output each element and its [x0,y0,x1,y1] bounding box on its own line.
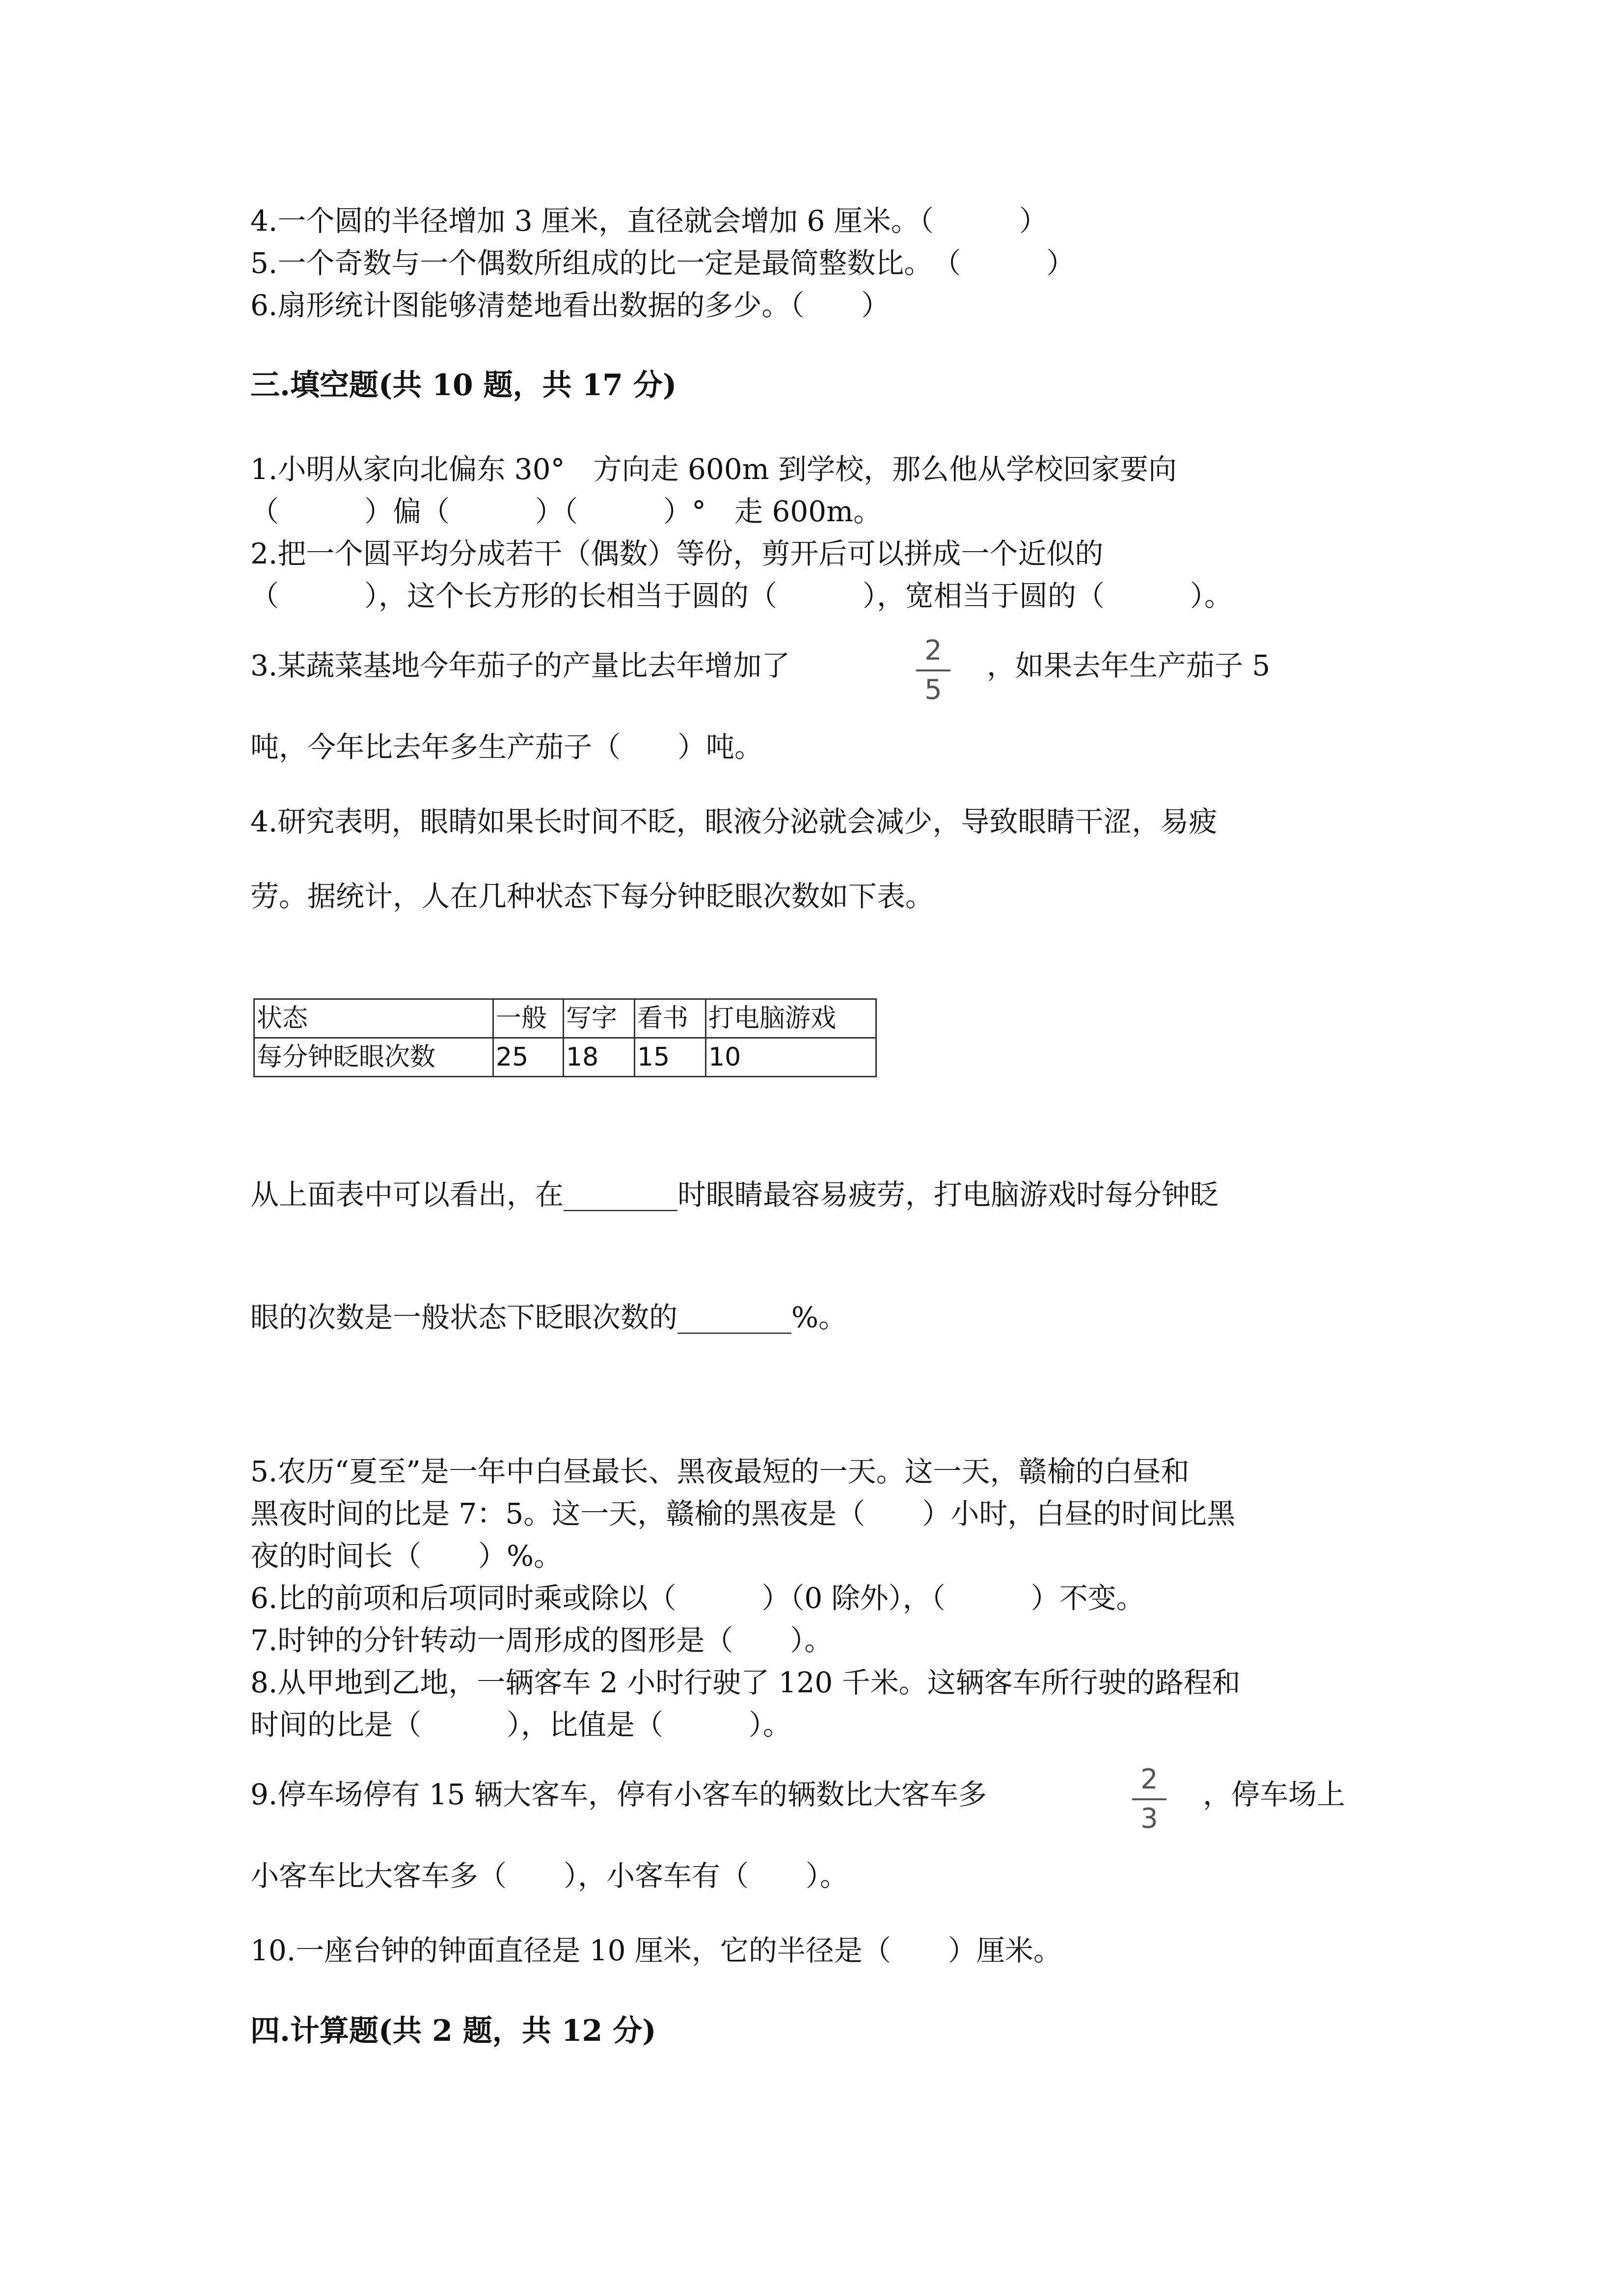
q3-line1-before: 3.某蔬菜基地今年茄子的产量比去年增加了 [250,649,790,682]
judge-item-5: 5.一个奇数与一个偶数所组成的比一定是最简整数比。 （ ） [250,246,1075,280]
q3-fraction [916,636,950,705]
section-3-title: 三.填空题(共 10 题，共 17 分) [250,368,677,402]
q3-line1-after: ，如果去年生产茄子 5 [987,649,1271,682]
q9-line1-before: 9.停车场停有 15 辆大客车，停有小客车的辆数比大客车多 [250,1778,987,1811]
table-cell: 每分钟眨眼次数 [254,1038,493,1077]
table-cell: 状态 [254,999,493,1038]
q7: 7.时钟的分针转动一周形成的图形是（ ）。 [250,1624,833,1657]
blink-count-table [253,998,877,1077]
q5-line3: 夜的时间长（ ）%。 [250,1539,563,1573]
table-cell: 10 [706,1038,876,1077]
q3-fraction-denominator: 5 [924,674,942,706]
judge-item-4: 4.一个圆的半径增加 3 厘米，直径就会增加 6 厘米。（ ） [250,204,1048,238]
judge-item-6: 6.扇形统计图能够清楚地看出数据的多少。（ ） [250,289,890,322]
q1-line2: （ ）偏（ ）（ ）° 走 600m。 [250,495,882,528]
answer-blank: ________ [677,1301,792,1334]
table-cell: 写字 [564,999,635,1038]
q4-line1: 4.研究表明，眼睛如果长时间不眨，眼液分泌就会减少，导致眼睛干涩，易疲 [250,805,1218,838]
q9-line1-after: ，停车场上 [1203,1778,1346,1811]
q4-line4 [250,1299,847,1336]
table-cell: 看书 [635,999,706,1038]
q9-line2: 小客车比大客车多（ ），小客车有（ ）。 [250,1859,849,1893]
q3-line2: 吨，今年比去年多生产茄子（ ）吨。 [250,730,763,764]
fraction-bar [1132,1798,1166,1800]
table-cell: 打电脑游戏 [706,999,876,1038]
q2-line1: 2.把一个圆平均分成若干（偶数）等份，剪开后可以拼成一个近似的 [250,537,1104,570]
q4-line3 [250,1176,1218,1213]
q10: 10.一座台钟的钟面直径是 10 厘米，它的半径是（ ）厘米。 [250,1934,1062,1967]
q4-line4-text-end: %。 [791,1301,847,1334]
fraction-bar [916,669,950,671]
q5-line2: 黑夜时间的比是 7：5。这一天，赣榆的黑夜是（ ）小时，白昼的时间比黑 [250,1497,1236,1530]
q4-line4-text: 眼的次数是一般状态下眨眼次数的 [250,1301,678,1334]
table-row [254,1038,876,1077]
q9-fraction-denominator: 3 [1140,1803,1158,1835]
q5-line1: 5.农历“夏至”是一年中白昼最长、黑夜最短的一天。这一天，赣榆的白昼和 [250,1455,1190,1488]
q2-line2: （ ），这个长方形的长相当于圆的（ ），宽相当于圆的（ ）。 [250,579,1233,613]
answer-blank: ________ [564,1178,678,1211]
table-header-row [254,999,876,1038]
q4-line3-text-end: 时眼睛最容易疲劳，打电脑游戏时每分钟眨 [677,1178,1219,1211]
table-cell: 18 [564,1038,635,1077]
q6: 6.比的前项和后项同时乘或除以（ ）（0 除外），（ ）不变。 [250,1581,1145,1615]
q8-line2: 时间的比是（ ），比值是（ ）。 [250,1708,792,1741]
q4-line2: 劳。据统计，人在几种状态下每分钟眨眼次数如下表。 [250,880,934,913]
q3-fraction-numerator: 2 [924,635,942,667]
table-cell: 一般 [493,999,564,1038]
section-4-title: 四.计算题(共 2 题，共 12 分) [250,2014,656,2048]
q8-line1: 8.从甲地到乙地，一辆客车 2 小时行驶了 120 千米。这辆客车所行驶的路程和 [250,1666,1241,1699]
table-cell: 15 [635,1038,706,1077]
q4-line3-text: 从上面表中可以看出，在 [250,1178,564,1211]
q9-fraction [1132,1765,1166,1834]
q1-line1: 1.小明从家向北偏东 30° 方向走 600m 到学校，那么他从学校回家要向 [250,453,1177,486]
q9-fraction-numerator: 2 [1140,1763,1158,1795]
table-cell: 25 [493,1038,564,1077]
